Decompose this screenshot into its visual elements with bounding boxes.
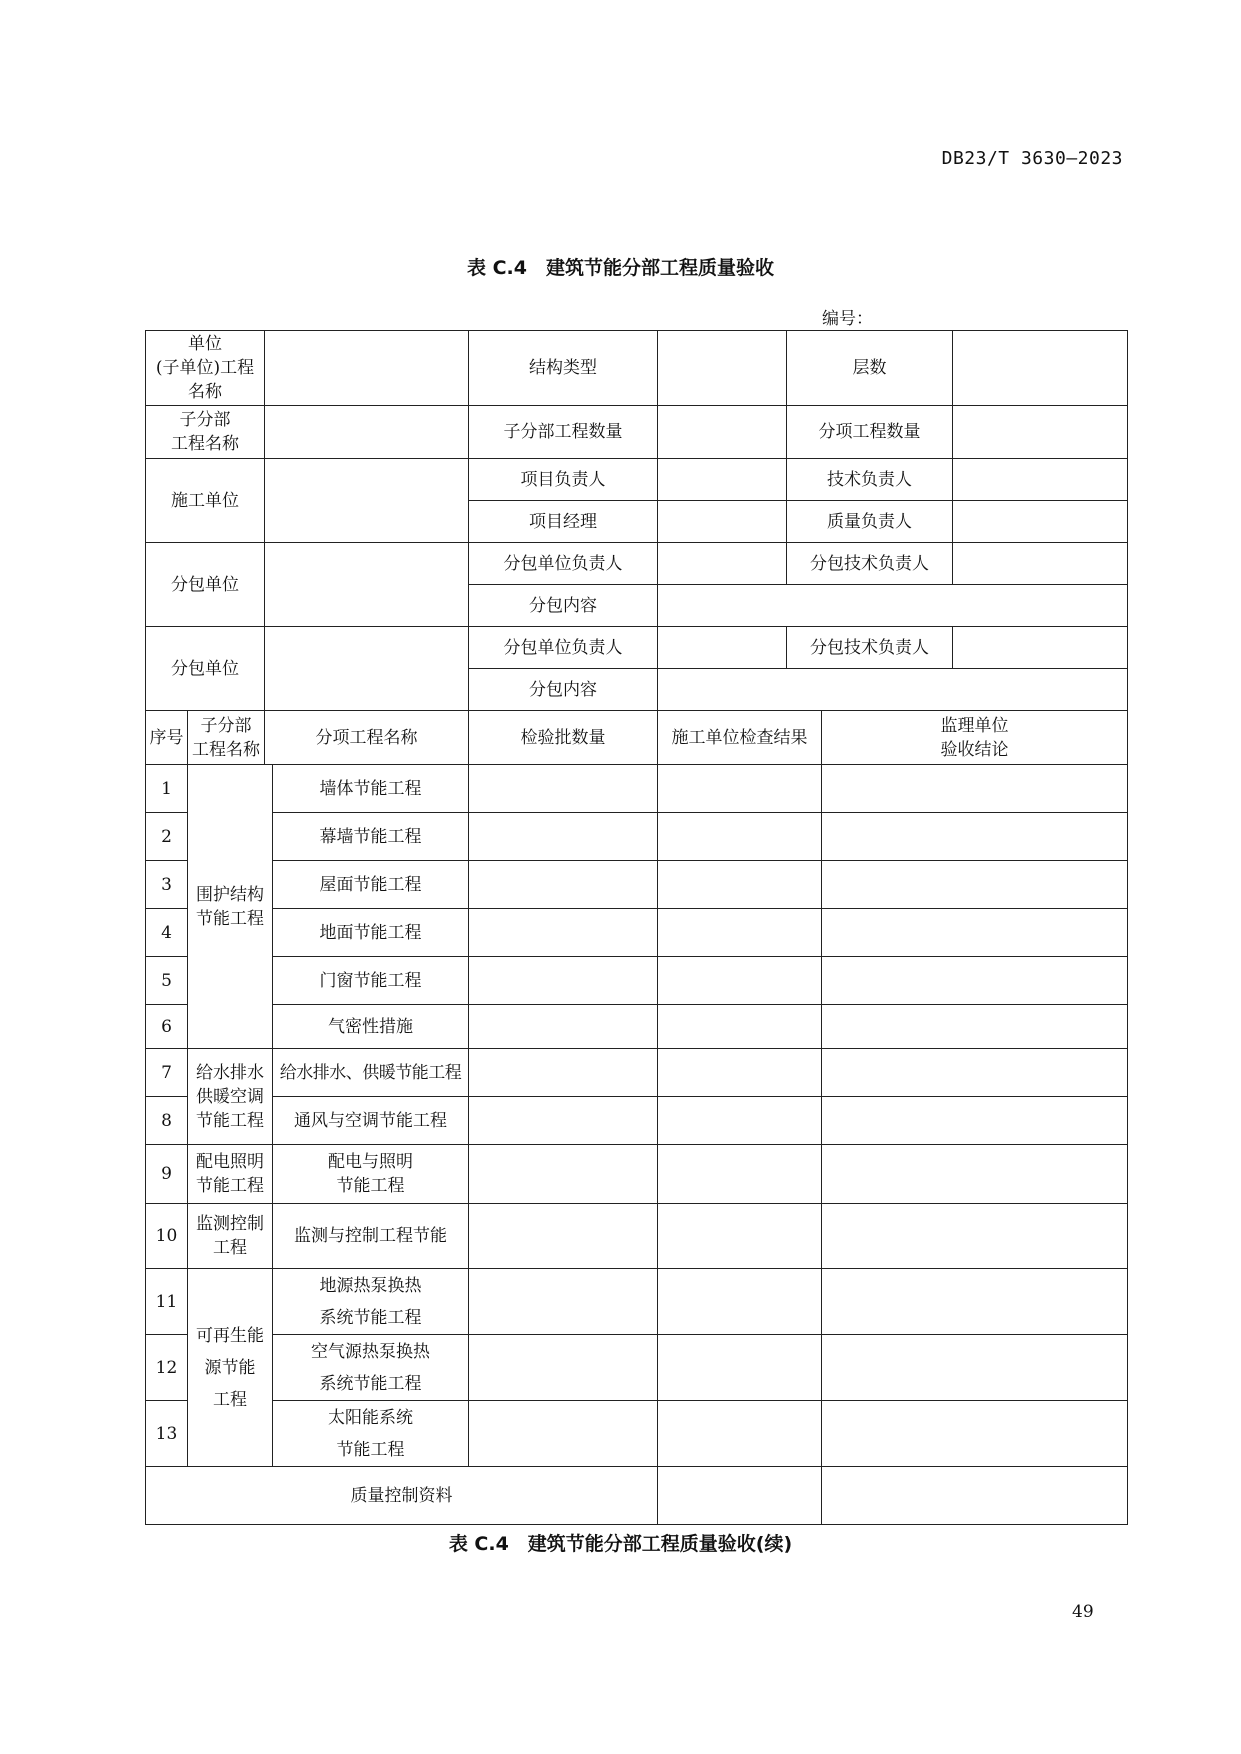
quality-docs-supervision-cell[interactable]	[822, 1467, 1128, 1525]
sub-division-group: 配电照明 节能工程	[188, 1145, 273, 1204]
row-no: 1	[146, 765, 188, 813]
sub-tech-lead-1-value[interactable]	[953, 543, 1128, 585]
batch-count-cell[interactable]	[469, 813, 658, 861]
supervision-conclusion-cell[interactable]	[822, 909, 1128, 957]
construction-result-cell[interactable]	[658, 1005, 822, 1049]
supervision-conclusion-cell[interactable]	[822, 1204, 1128, 1269]
row-no: 12	[146, 1335, 188, 1401]
subcontractor-1-label: 分包单位	[146, 543, 265, 627]
table-row	[146, 765, 1128, 813]
sub-tech-lead-2-value[interactable]	[953, 627, 1128, 669]
row-no: 11	[146, 1269, 188, 1335]
col-header-sub-division: 子分部 工程名称	[188, 711, 265, 765]
table-row	[146, 1097, 1128, 1145]
table-row	[146, 1335, 1128, 1401]
batch-count-cell[interactable]	[469, 1005, 658, 1049]
table-title: 表 C.4 建筑节能分部工程质量验收	[467, 257, 774, 279]
batch-count-cell[interactable]	[469, 909, 658, 957]
sub-division-count-value[interactable]	[658, 406, 787, 459]
construction-unit-label: 施工单位	[146, 459, 265, 543]
table-row	[146, 1401, 1128, 1467]
sub-division-group: 可再生能 源节能 工程	[188, 1269, 273, 1467]
supervision-conclusion-cell[interactable]	[822, 813, 1128, 861]
sub-tech-lead-1-label: 分包技术负责人	[787, 543, 953, 585]
quality-lead-label: 质量负责人	[787, 501, 953, 543]
table-row	[146, 1204, 1128, 1269]
tech-lead-value[interactable]	[953, 459, 1128, 501]
tech-lead-label: 技术负责人	[787, 459, 953, 501]
sub-content-1-value[interactable]	[658, 585, 1128, 627]
subcontractor-2-label: 分包单位	[146, 627, 265, 711]
sub-division-group: 围护结构 节能工程	[188, 765, 273, 1049]
table-row	[146, 1049, 1128, 1097]
item-name: 配电与照明 节能工程	[273, 1145, 469, 1204]
subcontractor-2-value[interactable]	[265, 627, 469, 711]
item-name: 地源热泵换热 系统节能工程	[273, 1269, 469, 1335]
item-name: 通风与空调节能工程	[273, 1097, 469, 1145]
item-name: 空气源热泵换热 系统节能工程	[273, 1335, 469, 1401]
construction-result-cell[interactable]	[658, 1335, 822, 1401]
col-header-item-name: 分项工程名称	[265, 711, 469, 765]
item-name: 给水排水、供暖节能工程	[273, 1049, 469, 1097]
sub-unit-lead-1-value[interactable]	[658, 543, 787, 585]
quality-docs-construction-cell[interactable]	[658, 1467, 822, 1525]
quality-lead-value[interactable]	[953, 501, 1128, 543]
sub-unit-lead-2-label: 分包单位负责人	[469, 627, 658, 669]
col-header-construction-result: 施工单位检查结果	[658, 711, 822, 765]
quality-docs-label: 质量控制资料	[146, 1467, 658, 1525]
table-row	[146, 1467, 1128, 1525]
supervision-conclusion-cell[interactable]	[822, 1269, 1128, 1335]
supervision-conclusion-cell[interactable]	[822, 1049, 1128, 1097]
sub-division-group: 监测控制 工程	[188, 1204, 273, 1269]
item-name: 门窗节能工程	[273, 957, 469, 1005]
construction-result-cell[interactable]	[658, 1401, 822, 1467]
row-no: 4	[146, 909, 188, 957]
row-no: 7	[146, 1049, 188, 1097]
batch-count-cell[interactable]	[469, 1269, 658, 1335]
construction-result-cell[interactable]	[658, 909, 822, 957]
supervision-conclusion-cell[interactable]	[822, 861, 1128, 909]
col-header-supervision-conclusion: 监理单位 验收结论	[822, 711, 1128, 765]
item-count-label: 分项工程数量	[787, 406, 953, 459]
supervision-conclusion-cell[interactable]	[822, 1145, 1128, 1204]
construction-result-cell[interactable]	[658, 813, 822, 861]
sub-unit-lead-2-value[interactable]	[658, 627, 787, 669]
row-no: 10	[146, 1204, 188, 1269]
item-name: 监测与控制工程节能	[273, 1204, 469, 1269]
item-name: 太阳能系统 节能工程	[273, 1401, 469, 1467]
sub-content-2-label: 分包内容	[469, 669, 658, 711]
batch-count-cell[interactable]	[469, 1335, 658, 1401]
sub-division-name-value[interactable]	[265, 406, 469, 459]
structure-type-label: 结构类型	[469, 331, 658, 406]
row-no: 5	[146, 957, 188, 1005]
batch-count-cell[interactable]	[469, 957, 658, 1005]
serial-number-label: 编号：	[822, 309, 873, 329]
item-count-value[interactable]	[953, 406, 1128, 459]
unit-name-value[interactable]	[265, 331, 469, 406]
table-row	[146, 861, 1128, 909]
item-name: 幕墙节能工程	[273, 813, 469, 861]
subcontractor-1-value[interactable]	[265, 543, 469, 627]
continued-title: 表 C.4 建筑节能分部工程质量验收(续)	[448, 1533, 793, 1555]
supervision-conclusion-cell[interactable]	[822, 957, 1128, 1005]
supervision-conclusion-cell[interactable]	[822, 1401, 1128, 1467]
batch-count-cell[interactable]	[469, 861, 658, 909]
batch-count-cell[interactable]	[469, 1049, 658, 1097]
sub-content-1-label: 分包内容	[469, 585, 658, 627]
page-number: 49	[1072, 1602, 1094, 1622]
project-manager-label: 项目经理	[469, 501, 658, 543]
sub-division-group: 给水排水 供暖空调 节能工程	[188, 1049, 273, 1145]
supervision-conclusion-cell[interactable]	[822, 1097, 1128, 1145]
item-name: 气密性措施	[273, 1005, 469, 1049]
construction-result-cell[interactable]	[658, 861, 822, 909]
supervision-conclusion-cell[interactable]	[822, 1005, 1128, 1049]
item-name: 屋面节能工程	[273, 861, 469, 909]
sub-tech-lead-2-label: 分包技术负责人	[787, 627, 953, 669]
project-manager-value[interactable]	[658, 501, 787, 543]
construction-result-cell[interactable]	[658, 957, 822, 1005]
supervision-conclusion-cell[interactable]	[822, 1335, 1128, 1401]
sub-division-name-label: 子分部 工程名称	[146, 406, 265, 459]
table-row	[146, 813, 1128, 861]
batch-count-cell[interactable]	[469, 765, 658, 813]
unit-name-label: 单位 (子单位)工程 名称	[146, 331, 265, 406]
col-header-batch-count: 检验批数量	[469, 711, 658, 765]
sub-unit-lead-1-label: 分包单位负责人	[469, 543, 658, 585]
row-no: 2	[146, 813, 188, 861]
construction-result-cell[interactable]	[658, 1269, 822, 1335]
supervision-conclusion-cell[interactable]	[822, 765, 1128, 813]
construction-result-cell[interactable]	[658, 1204, 822, 1269]
table-row	[146, 957, 1128, 1005]
sub-content-2-value[interactable]	[658, 669, 1128, 711]
item-name: 地面节能工程	[273, 909, 469, 957]
construction-result-cell[interactable]	[658, 765, 822, 813]
row-no: 9	[146, 1145, 188, 1204]
item-name: 墙体节能工程	[273, 765, 469, 813]
acceptance-form-table	[145, 330, 1128, 1525]
sub-division-count-label: 子分部工程数量	[469, 406, 658, 459]
batch-count-cell[interactable]	[469, 1145, 658, 1204]
construction-unit-value[interactable]	[265, 459, 469, 543]
floors-label: 层数	[787, 331, 953, 406]
table-row	[146, 1005, 1128, 1049]
construction-result-cell[interactable]	[658, 1145, 822, 1204]
row-no: 8	[146, 1097, 188, 1145]
col-header-no: 序号	[146, 711, 188, 765]
table-row	[146, 1269, 1128, 1335]
row-no: 6	[146, 1005, 188, 1049]
row-no: 3	[146, 861, 188, 909]
construction-result-cell[interactable]	[658, 1049, 822, 1097]
construction-result-cell[interactable]	[658, 1097, 822, 1145]
row-no: 13	[146, 1401, 188, 1467]
table-row	[146, 1145, 1128, 1204]
table-row	[146, 909, 1128, 957]
structure-type-value[interactable]	[658, 331, 787, 406]
standard-code: DB23/T 3630—2023	[941, 148, 1123, 169]
batch-count-cell[interactable]	[469, 1097, 658, 1145]
batch-count-cell[interactable]	[469, 1204, 658, 1269]
floors-value[interactable]	[953, 331, 1128, 406]
batch-count-cell[interactable]	[469, 1401, 658, 1467]
project-lead-label: 项目负责人	[469, 459, 658, 501]
project-lead-value[interactable]	[658, 459, 787, 501]
